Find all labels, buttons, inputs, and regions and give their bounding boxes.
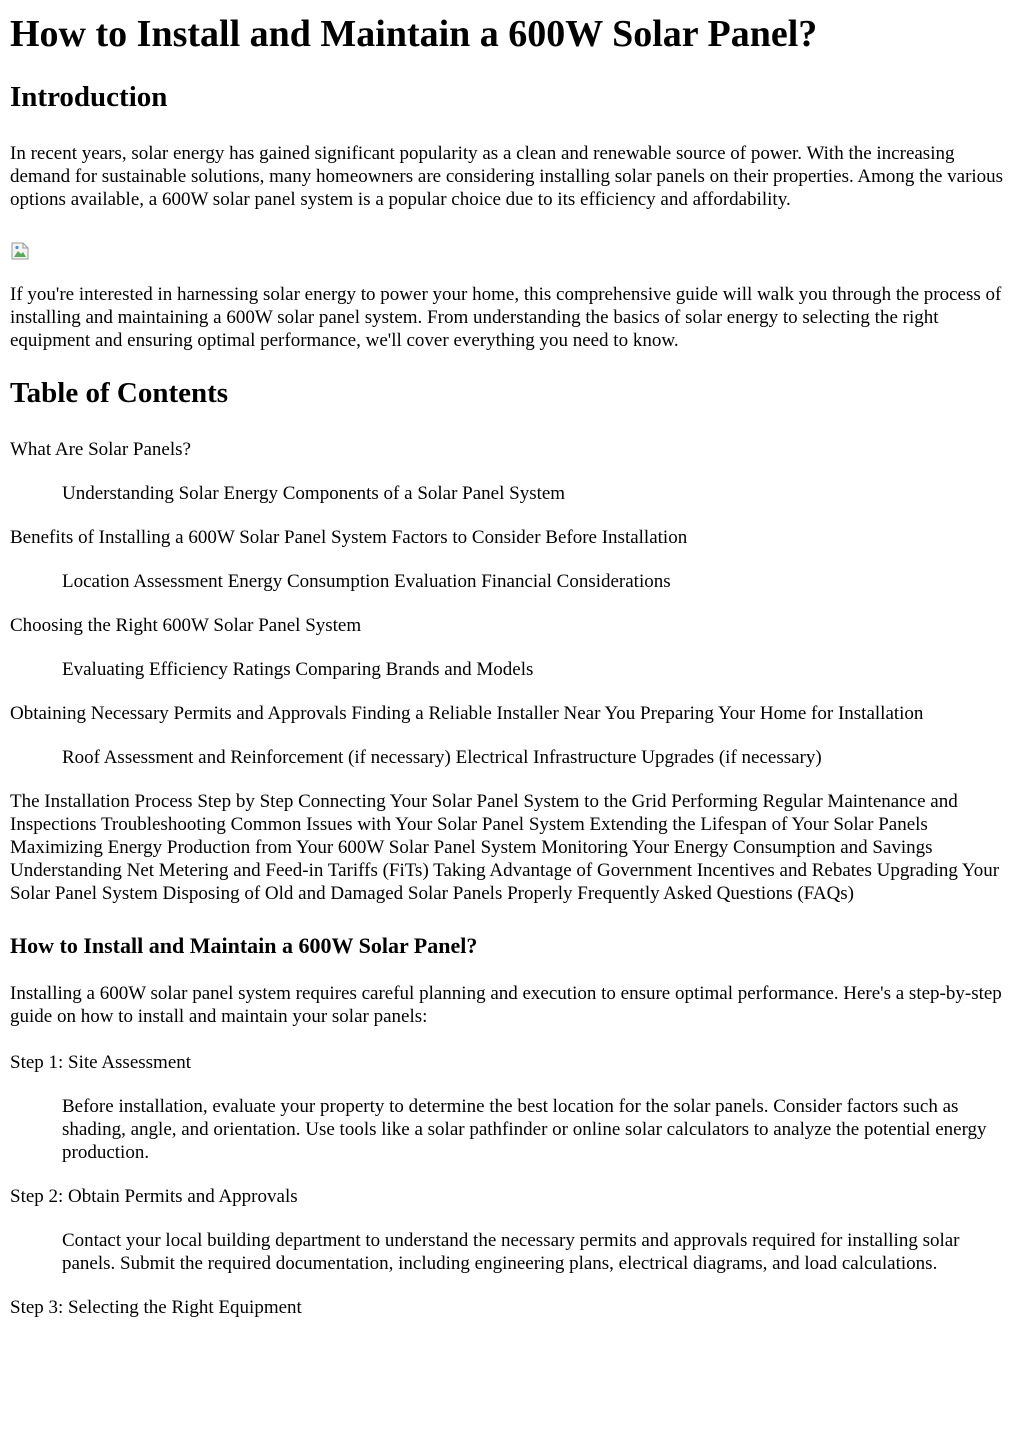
step-title: Step 1: Site Assessment [10,1052,192,1073]
toc-item: What Are Solar Panels? [10,439,191,460]
toc-item: Obtaining Necessary Permits and Approvals Finding a Reliable Installer Near You Preparing Your Home for Installation [10,703,924,724]
step-body: Contact your local building department to understand the necessary permits and approvals required for installing solar panels. Submit the required documentation, including engineering plans, electrical diagrams, and load calculations. [62,1230,960,1274]
step-body: Before installation, evaluate your property to determine the best location for the solar panels. Consider factors such as shading, angle, and orientation. Use tools like a solar pathfinder or online solar calculators to analyze the potential energy production. [62,1096,987,1163]
page-title: How to Install and Maintain a 600W Solar Panel? [10,13,818,55]
article-image [10,241,1014,261]
section-heading: How to Install and Maintain a 600W Solar Panel? [10,933,478,958]
intro-paragraph: In recent years, solar energy has gained significant popularity as a clean and renewable source of power. With the increasing demand for sustainable solutions, many homeowners are considering installing solar panels on their properties. Among the various options available, a 600W solar panel system is a popular choice due to its efficiency and affordability. [10,143,1004,210]
step-title: Step 3: Selecting the Right Equipment [10,1297,302,1318]
intro-heading: Introduction [10,81,168,113]
intro-paragraph: If you're interested in harnessing solar energy to power your home, this comprehensive guide will walk you through the process of installing and maintaining a 600W solar panel system. From understanding the basics of solar energy to selecting the right equipment and ensuring optimal performance, we'll cover everything you need to know. [10,284,1002,351]
toc-item: Choosing the Right 600W Solar Panel System [10,615,362,636]
toc-item: The Installation Process Step by Step Connecting Your Solar Panel System to the Grid Performing Regular Maintenance and Inspections Troubleshooting Common Issues with Your Solar Panel System Extending the Lifespan of Your Solar Panels Maximizing Energy Production from Your 600W Solar Panel System Monitoring Your Energy Consumption and Savings Understanding Net Metering and Feed-in Tariffs (FiTs) Taking Advantage of Government Incentives and Rebates Upgrading Your Solar Panel System Disposing of Old and Damaged Solar Panels Properly Frequently Asked Questions (FAQs) [10,791,1000,904]
toc-item: Benefits of Installing a 600W Solar Panel System Factors to Consider Before Installation [10,527,688,548]
toc-heading: Table of Contents [10,377,229,409]
toc-item: Understanding Solar Energy Components of a Solar Panel System [62,483,566,504]
broken-image-icon [10,241,30,261]
toc-item: Evaluating Efficiency Ratings Comparing Brands and Models [62,659,534,680]
toc-item: Location Assessment Energy Consumption Evaluation Financial Considerations [62,571,671,592]
section-intro: Installing a 600W solar panel system requires careful planning and execution to ensure optimal performance. Here's a step-by-step guide on how to install and maintain your solar panels: [10,983,1002,1027]
step-title: Step 2: Obtain Permits and Approvals [10,1186,298,1207]
toc-item: Roof Assessment and Reinforcement (if necessary) Electrical Infrastructure Upgrades (if necessary) [62,747,822,768]
